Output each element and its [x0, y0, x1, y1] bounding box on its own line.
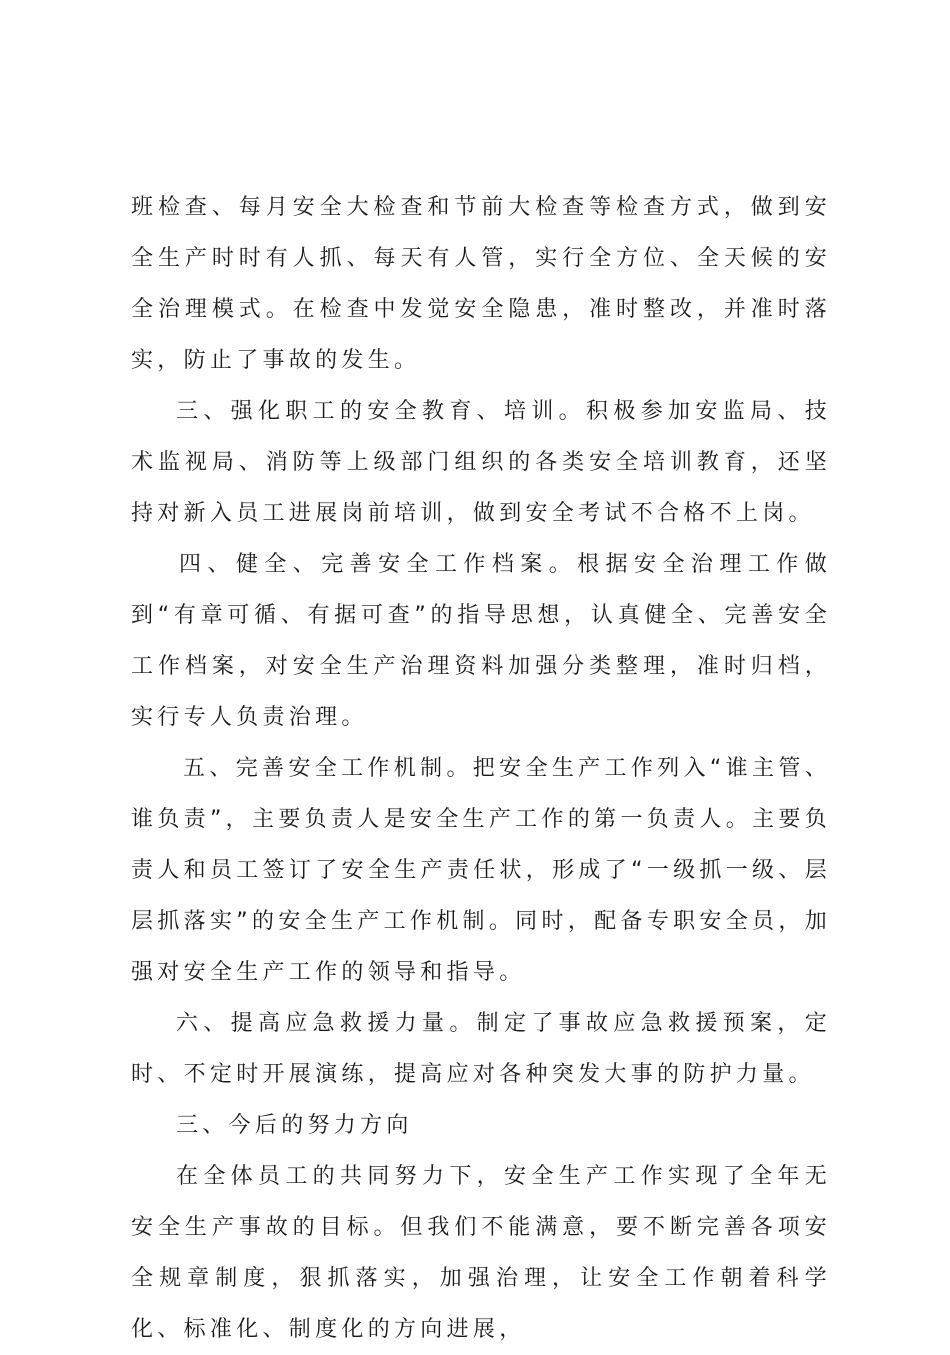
paragraph-future-efforts: 在全体员工的共同努力下，安全生产工作实现了全年无安全生产事故的目标。但我们不能满意，要不断完善各项安全规章制度，狠抓落实，加强治理，让安全工作朝着科学化、标准化、制度化的方向进展，	[131, 1164, 831, 1342]
section-heading-future-direction: 三、今后的努力方向	[176, 1113, 413, 1138]
paragraph-safety-archives: 四、健全、完善安全工作档案。根据安全治理工作做到“有章可循、有据可查”的指导思想，认真健全、完善安全工作档案，对安全生产治理资料加强分类整理，准时归档，实行专人负责治理。	[131, 552, 831, 730]
paragraph-inspection-continued: 班检查、每月安全大检查和节前大检查等检查方式，做到安全生产时时有人抓、每天有人管，实行全方位、全天候的安全治理模式。在检查中发觉安全隐患，准时整改，并准时落实，防止了事故的发生。	[131, 195, 831, 373]
paragraph-emergency-rescue: 六、提高应急救援力量。制定了事故应急救援预案，定时、不定时开展演练，提高应对各种突发大事的防护力量。	[131, 1011, 831, 1087]
paragraph-safety-education: 三、强化职工的安全教育、培训。积极参加安监局、技术监视局、消防等上级部门组织的各类安全培训教育，还坚持对新入员工进展岗前培训，做到安全考试不合格不上岗。	[131, 399, 831, 526]
paragraph-safety-mechanism: 五、完善安全工作机制。把安全生产工作列入“谁主管、谁负责”，主要负责人是安全生产工作的第一负责人。主要负责人和员工签订了安全生产责任状，形成了“一级抓一级、层层抓落实”的安全生产工作机制。同时，配备专职安全员，加强对安全生产工作的领导和指导。	[131, 756, 831, 985]
document-body	[131, 182, 831, 1355]
